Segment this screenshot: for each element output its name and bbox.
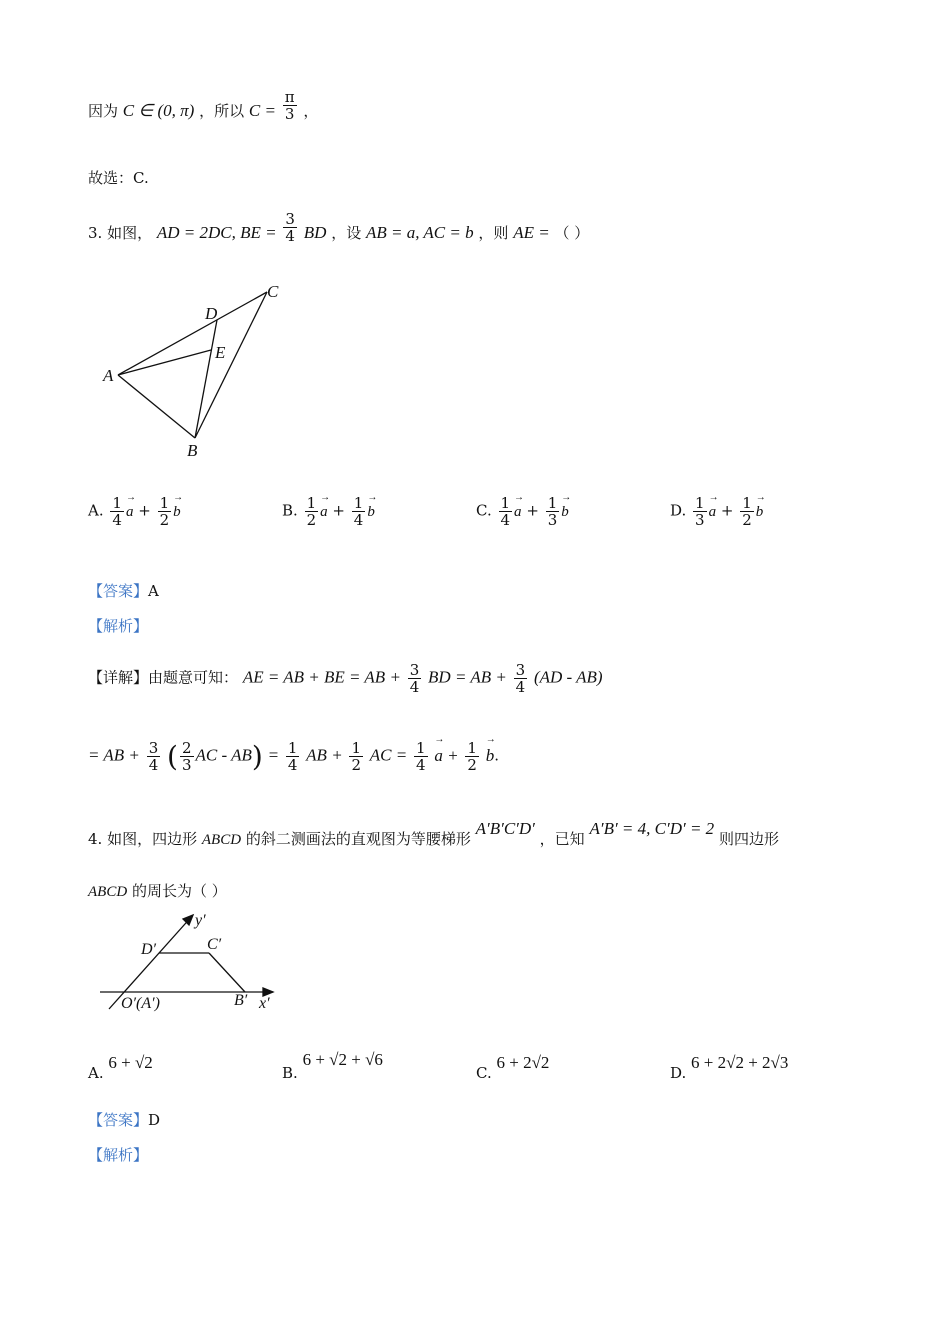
segment-bd <box>195 320 217 438</box>
label-d: D <box>205 304 218 323</box>
q3-answer <box>88 580 159 601</box>
segment-cb <box>209 953 245 992</box>
segment-ac <box>118 292 267 375</box>
q3-given: AD = 2DC, BE = <box>156 223 277 242</box>
segment-ae <box>118 350 211 375</box>
q4-option-d[interactable]: D. 6 + 2√2 + 2√3 <box>670 1053 789 1082</box>
q3-analysis-tag: 【解析】 <box>88 617 149 635</box>
label-x-prime: x′ <box>259 995 270 1012</box>
intro-result: C = <box>248 101 276 120</box>
triangle-figure <box>95 275 295 465</box>
q3-blank: （ ） <box>554 224 590 242</box>
label-c-prime: C′ <box>207 936 222 953</box>
pi-over-3: $\frac{\pi}{3}$ <box>284 87 295 123</box>
label-d-prime: D′ <box>141 941 157 958</box>
q4-option-c[interactable]: C. 6 + 2√2 <box>476 1053 550 1082</box>
q3-stem <box>88 209 590 245</box>
q3-vars: AB = a, AC = b <box>365 223 474 242</box>
q3-target: AE = <box>513 223 550 242</box>
q4-answer: 【答案】D <box>88 1111 161 1129</box>
answer-tag: 【答案】 <box>88 582 149 600</box>
q3-option-a[interactable]: A. $\frac{1}{4}$ → a + $\frac{1}{2}$ → b <box>88 495 181 528</box>
q3-option-b[interactable]: B. $\frac{1}{2}$ → a + $\frac{1}{4}$ → b <box>282 495 375 528</box>
intro-because: 因为 <box>88 102 119 120</box>
y-arrow <box>183 915 193 925</box>
q4-option-a[interactable]: A. 6 + √2 <box>88 1053 153 1082</box>
q3-option-c[interactable]: C. $\frac{1}{4}$ → a + $\frac{1}{3}$ → b <box>476 495 569 528</box>
q3-number: 3. 如图， <box>88 224 153 242</box>
q3-then: ，则 <box>478 224 509 242</box>
answer-value: A <box>148 582 159 600</box>
q4-stem-line2: ABCD 的周长为（ ） <box>88 882 227 900</box>
trapezoid-figure <box>95 905 285 1020</box>
q3-frac: $\frac{3}{4}$ <box>285 209 295 245</box>
detail-intro: 由题意可知： <box>148 668 239 687</box>
label-c: C <box>267 282 279 301</box>
intro-comma: ， <box>303 102 319 120</box>
q3-set: ，设 <box>331 224 362 242</box>
label-e: E <box>215 343 226 362</box>
label-b-prime: B′ <box>234 992 248 1009</box>
q4-analysis-tag: 【解析】 <box>88 1146 149 1164</box>
q3-detail-line1: 【详解】由题意可知： AE = AB + BE = AB + $\frac{3}{4}$ BD = AB + $\frac{3}{4}$ (AD - AB) <box>88 661 603 696</box>
intro-sep: ，所以 <box>199 102 245 120</box>
intro-condition: C ∈ (0, π) <box>122 101 195 120</box>
segment-ab <box>118 375 195 438</box>
detail-tag: 【详解】 <box>88 668 149 687</box>
q4-stem: 4. 如图，四边形 ABCD 的斜二测画法的直观图为等腰梯形 A′B′C′D′ ，已知 A′B′ = 4, C′D′ = 2 则四边形 <box>88 819 779 848</box>
label-o-prime: O′(A′) <box>121 995 160 1012</box>
q3-given-tail: BD <box>303 223 327 242</box>
q4-option-b[interactable]: B. 6 + √2 + √6 <box>282 1050 383 1082</box>
answer-line: 故选：C. <box>88 169 149 187</box>
q3-option-d[interactable]: D. $\frac{1}{3}$ → a + $\frac{1}{2}$ → b <box>670 495 763 528</box>
label-y-prime: y′ <box>195 912 206 929</box>
label-b: B <box>187 441 198 460</box>
intro-line <box>88 87 319 123</box>
label-a: A <box>103 366 114 385</box>
q3-detail-line2: = AB + $\frac{3}{4}$ ( $\frac{2}{3}$ AC - AB) = $\frac{1}{4}$ AB + $\frac{1}{2}$ AC = $\frac{1}{4}$ → a + $\frac{1}{2}$ → b. <box>88 740 499 773</box>
